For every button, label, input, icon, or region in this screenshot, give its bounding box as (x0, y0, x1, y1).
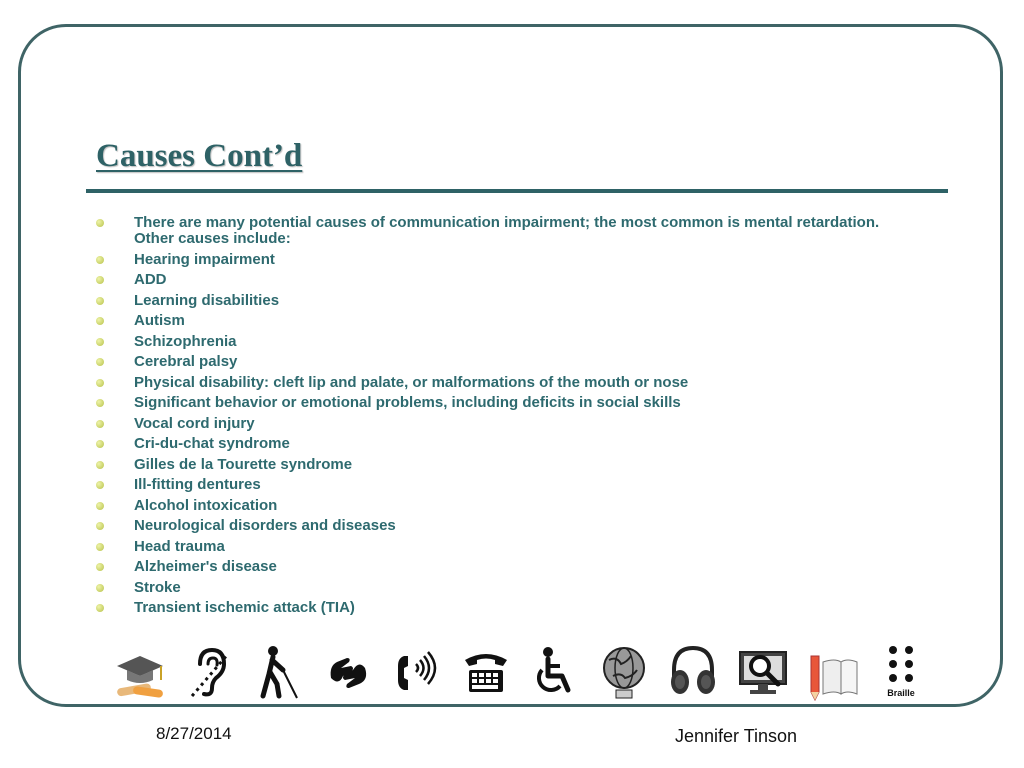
globe-icon (597, 642, 651, 702)
pencil-book-icon (805, 642, 859, 702)
list-item: Neurological disorders and diseases (95, 518, 915, 534)
bullet-dot-icon (96, 522, 104, 530)
magnifier-monitor-icon (736, 642, 790, 702)
wheelchair-icon (528, 642, 582, 702)
disability-icon-strip (113, 640, 928, 704)
list-item: Head trauma (95, 539, 915, 555)
list-item: Gilles de la Tourette syndrome (95, 457, 915, 473)
bullet-dot-icon (96, 584, 104, 592)
list-item: ADD (95, 272, 915, 288)
bullet-dot-icon (96, 481, 104, 489)
graduation-cap-icon (113, 642, 167, 702)
bullet-dot-icon (96, 358, 104, 366)
headphones-icon (666, 642, 720, 702)
bullet-dot-icon (96, 297, 104, 305)
list-item: Transient ischemic attack (TIA) (95, 600, 915, 616)
bullet-dot-icon (96, 604, 104, 612)
title-divider (86, 189, 948, 193)
bullet-dot-icon (96, 256, 104, 264)
blind-person-cane-icon (251, 642, 305, 702)
list-item: Alcohol intoxication (95, 498, 915, 514)
volume-control-phone-icon (390, 642, 444, 702)
bullet-list (95, 215, 915, 621)
list-item: Cri-du-chat syndrome (95, 436, 915, 452)
bullet-dot-icon (96, 379, 104, 387)
bullet-dot-icon (96, 543, 104, 551)
bullet-dot-icon (96, 276, 104, 284)
bullet-dot-icon (96, 563, 104, 571)
bullet-dot-icon (96, 461, 104, 469)
bullet-dot-icon (96, 219, 104, 227)
bullet-dot-icon (96, 399, 104, 407)
list-item: Physical disability: cleft lip and palate, or malformations of the mouth or nose (95, 375, 915, 391)
bullet-dot-icon (96, 317, 104, 325)
slide-title: Causes Cont’d (96, 138, 303, 174)
sign-language-hands-icon (321, 642, 375, 702)
list-item: Cerebral palsy (95, 354, 915, 370)
list-item: Vocal cord injury (95, 416, 915, 432)
hearing-impaired-ear-icon (182, 642, 236, 702)
list-item: There are many potential causes of communication impairment; the most common is mental retardation. Other causes include: (95, 215, 915, 247)
list-item: Hearing impairment (95, 252, 915, 268)
tty-telephone-icon (459, 642, 513, 702)
list-item: Stroke (95, 580, 915, 596)
list-item: Autism (95, 313, 915, 329)
footer-date: 8/27/2014 (156, 724, 232, 743)
braille-label: Braille (887, 688, 915, 698)
bullet-dot-icon (96, 502, 104, 510)
list-item: Significant behavior or emotional problems, including deficits in social skills (95, 395, 915, 411)
footer-author: Jennifer Tinson (675, 726, 798, 746)
list-item: Learning disabilities (95, 293, 915, 309)
bullet-dot-icon (96, 420, 104, 428)
list-item: Schizophrenia (95, 334, 915, 350)
list-item: Alzheimer's disease (95, 559, 915, 575)
bullet-dot-icon (96, 338, 104, 346)
bullet-dot-icon (96, 440, 104, 448)
braille-icon (874, 642, 928, 702)
list-item: Ill-fitting dentures (95, 477, 915, 493)
